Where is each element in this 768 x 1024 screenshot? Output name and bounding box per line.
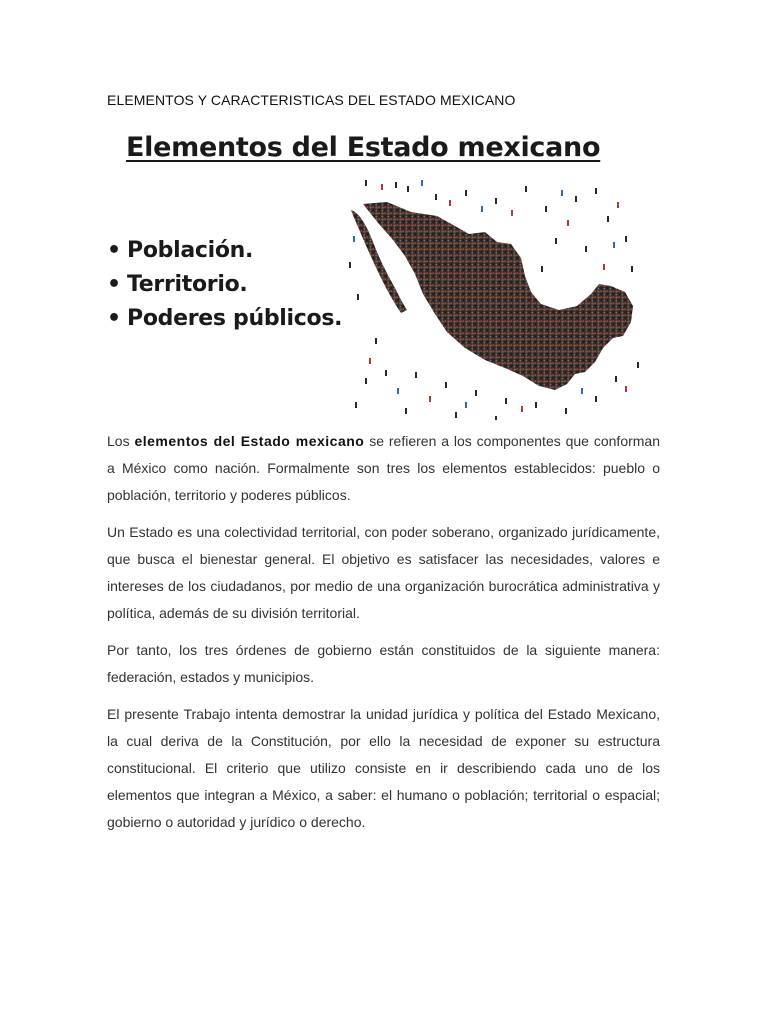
mexico-map-crowd-icon — [345, 176, 645, 421]
paragraph-lead: Los — [107, 433, 135, 449]
figure-heading: Elementos del Estado mexicano — [126, 132, 601, 163]
elements-list — [107, 234, 342, 336]
illustration-figure — [107, 128, 662, 423]
bullet-icon: • — [107, 272, 121, 297]
body-text — [107, 428, 660, 846]
list-item — [107, 234, 342, 268]
list-item — [107, 268, 342, 302]
bullet-icon: • — [107, 238, 121, 263]
document-title: ELEMENTOS Y CARACTERISTICAS DEL ESTADO MEXICANO — [107, 92, 516, 108]
paragraph: El presente Trabajo intenta demostrar la unidad jurídica y política del Estado Mexicano, la cual deriva de la Constitución, por ello la necesidad de exponer su estructura constitucional. El criterio que utilizo consiste en ir describiendo cada uno de los elementos que integran a México, a saber: el humano o población; territorial o espacial; gobierno o autoridad y jurídico o derecho. — [107, 706, 660, 830]
list-item-label: Población. — [127, 238, 254, 263]
paragraph: Un Estado es una colectividad territorial, con poder soberano, organizado jurídicamente, que busca el bienestar general. El objetivo es satisfacer las necesidades, valores e intereses de los ciudadanos, por medio de una organización burocrática administrativa y política, además de su división territorial. — [107, 524, 660, 621]
paragraph-bold-term: elementos del Estado mexicano — [134, 433, 365, 449]
paragraph: Por tanto, los tres órdenes de gobierno están constituidos de la siguiente manera: federación, estados y municipios. — [107, 642, 660, 685]
paragraph-rest: se refieren a los componentes que conforman a México como nación. Formalmente son tres los elementos establecidos: pueblo o población, territorio y poderes públicos. — [107, 433, 660, 503]
list-item-label: Poderes públicos. — [127, 306, 343, 331]
bullet-icon: • — [107, 306, 121, 331]
list-item — [107, 302, 342, 336]
list-item-label: Territorio. — [127, 272, 248, 297]
paragraph — [107, 428, 660, 509]
